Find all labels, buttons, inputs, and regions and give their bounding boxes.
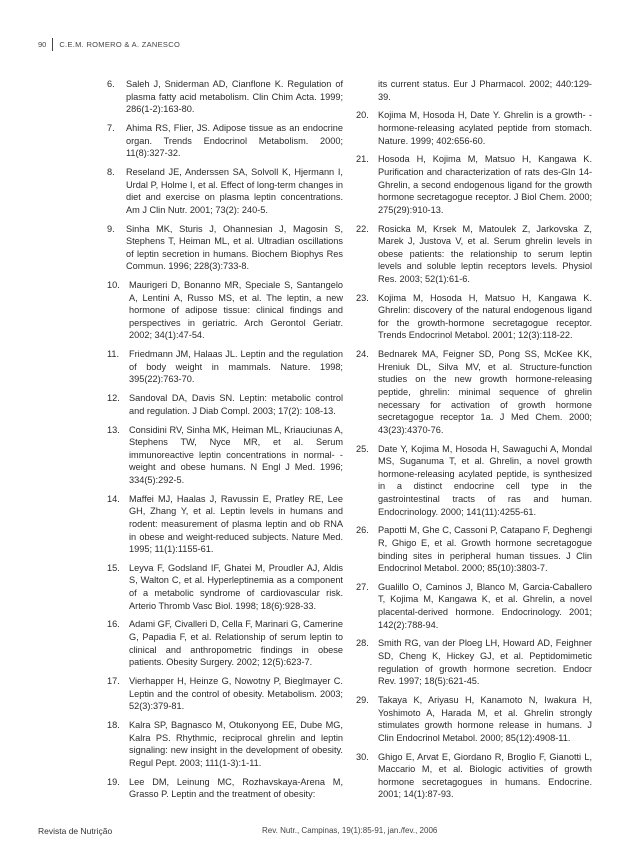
reference-text: Takaya K, Ariyasu H, Kanamoto N, Iwakura H, Yoshimoto A, Harada M, et al. Ghrelin strongly stimulates growth hormone release in humans. J Clin Endocrinol Metabol. 2000; 85(12):4908-11. (378, 695, 592, 743)
reference-text: Sinha MK, Sturis J, Ohannesian J, Magosin S, Stephens T, Heiman ML, et al. Ultradian oscillations of leptin secretion in humans. Biochem Biophys Res Commun. 1996; 228(3):733-8. (126, 223, 343, 272)
references-left-column (107, 78, 343, 807)
reference-text: Ahima RS, Flier, JS. Adipose tissue as an endocrine organ. Trends Endocrinol Metabolism. 2000; 11(8):327-32. (126, 122, 343, 159)
reference-number: 26. (356, 525, 369, 536)
reference-text: Leyva F, Godsland IF, Ghatei M, Proudler AJ, Aldis S, Walton C, et al. Hyperleptinemia as a component of a metabolic syndrome of cardiovascular risk. Arterio Thromb Vasc Biol. 1998; 18(6):928-33. (129, 562, 343, 611)
reference-number: 14. (107, 493, 120, 504)
reference-text: Gualillo O, Caminos J, Blanco M, Garcia-Caballero T, Kojima M, Kangawa K, et al. Ghrelin, a novel placental-derived hormone. Endocrinology. 2001; 142(2):788-94. (378, 581, 592, 630)
reference-number: 7. (107, 122, 115, 133)
reference-item (356, 581, 592, 631)
running-header (38, 37, 180, 51)
reference-number: 11. (107, 349, 120, 360)
reference-item (356, 153, 592, 216)
reference-continuation (356, 78, 592, 103)
reference-text: Bednarek MA, Feigner SD, Pong SS, McKee KK, Hreniuk DL, Silva MV, et al. Structure-function studies on the new growth hormone-releasing peptide, ghrelin: minimal sequence of ghrelin necessary for activation of growth hormone secretagogue receptor 1a. J Med Chem. 2000; 43(23):4370-76. (378, 349, 592, 435)
running-authors: C.E.M. ROMERO & A. ZANESCO (59, 39, 181, 49)
journal-name: Revista de Nutrição (38, 826, 113, 836)
reference-number: 20. (356, 110, 369, 121)
reference-item (107, 166, 343, 216)
reference-text: Lee DM, Leinung MC, Rozhavskaya-Arena M, Grasso P. Leptin and the treatment of obesity: (129, 776, 343, 800)
reference-item (107, 122, 343, 160)
reference-text: Date Y, Kojima M, Hosoda H, Sawaguchi A, Mondal MS, Suganuma T, et al. Ghrelin, a novel growth hormone-releasing acylated peptide, is synthesized in a distinct endocrine cell type in the gastrointestinal tracts of ras and human. Endocrinology. 2000; 141(11):4255-61. (378, 443, 592, 517)
reference-text: Hosoda H, Kojima M, Matsuo H, Kangawa K. Purification and characterization of rats des-Gln 14- Ghrelin, a second endogenous ligand for the growth hormone secretagogue receptor. J Biol Chem. 2000; 275(29):910-13. (378, 154, 592, 215)
reference-item (356, 637, 592, 687)
page-number: 90 (38, 39, 47, 49)
reference-item (107, 348, 343, 386)
reference-text: Considini RV, Sinha MK, Heiman ML, Kriauciunas A, Stephens TW, Nyce MR, et al. Serum immunoreactive leptin concentrations in normal- -weight and obese humans. N Engl J Med. 1996; 334(5):292-5. (129, 424, 343, 485)
reference-number: 13. (107, 424, 120, 435)
reference-item (107, 78, 343, 116)
reference-number: 22. (356, 223, 369, 234)
reference-number: 10. (107, 280, 120, 291)
reference-text: Smith RG, van der Ploeg LH, Howard AD, Feighner SD, Cheng K, Hickey GJ, et al. Peptidomimetic regulation of growth hormone secretion. Endocr Rev. 1997; 18(5):621-45. (378, 638, 592, 687)
reference-item (356, 109, 592, 147)
journal-citation: Rev. Nutr., Campinas, 19(1):85-91, jan./fev., 2006 (262, 826, 438, 835)
reference-number: 8. (107, 166, 115, 177)
reference-item (356, 348, 592, 436)
reference-text: Ghigo E, Arvat E, Giordano R, Broglio F, Gianotti L, Maccario M, et al. Biologic activities of growth hormone secretagogues in humans. Endocrine. 2001; 14(1):87-93. (378, 751, 592, 800)
reference-text: Friedmann JM, Halaas JL. Leptin and the regulation of body weight in mammals. Nature. 1998; 395(22):763-70. (129, 349, 343, 385)
reference-item (107, 675, 343, 713)
reference-item (107, 223, 343, 273)
reference-number: 23. (356, 292, 369, 303)
reference-item (356, 443, 592, 519)
reference-number: 9. (107, 223, 115, 234)
reference-text: Maurigeri D, Bonanno MR, Speciale S, Santangelo A, Lentini A, Russo MS, et al. The leptin, a new hormone of adipose tissue: clinical findings and perspectives in geriatric. Arch Gerontol Geriatr. 2002; 34(1):47-54. (129, 280, 343, 341)
reference-number: 28. (356, 638, 369, 649)
reference-text: Adami GF, Civalleri D, Cella F, Marinari G, Camerine G, Papadia F, et al. Relationship of serum leptin to clinical and anthropometric findings in obese patients. Obesity Surgery. 2002; 12(5):623-7. (129, 619, 343, 668)
reference-text: its current status. Eur J Pharmacol. 2002; 440:129-39. (378, 79, 592, 102)
reference-text: Sandoval DA, Davis SN. Leptin: metabolic control and regulation. J Diab Compl. 2003; 17(2): 108-13. (129, 393, 343, 416)
reference-item (107, 719, 343, 769)
header-divider (52, 38, 53, 51)
reference-text: Reseland JE, Anderssen SA, Solvoll K, Hjermann I, Urdal P, Holme I, et al. Effect of long-term changes in diet and exercise on plasma leptin concentrations. Am J Clin Nutr. 2001; 73(2): 240-5. (126, 166, 343, 215)
reference-number: 12. (107, 393, 120, 404)
reference-item (356, 694, 592, 744)
reference-number: 18. (107, 719, 120, 730)
reference-item (107, 424, 343, 487)
reference-item (107, 392, 343, 417)
reference-number: 21. (356, 154, 369, 165)
reference-text: Saleh J, Sniderman AD, Cianflone K. Regulation of plasma fatty acid metabolism. Clin Chim Acta. 1999; 286(1-2):163-80. (126, 79, 343, 115)
reference-item (107, 562, 343, 612)
reference-number: 29. (356, 695, 369, 705)
reference-number: 16. (107, 619, 120, 630)
reference-number: 17. (107, 676, 120, 686)
reference-item (107, 493, 343, 556)
reference-number: 30. (356, 751, 369, 762)
reference-item (356, 223, 592, 286)
reference-text: Kalra SP, Bagnasco M, Otukonyong EE, Dube MG, Kalra PS. Rhythmic, reciprocal ghrelin and leptin signaling: new insight in the development of obesity. Regul Pept. 2003; 111(1-3):1-11. (129, 719, 343, 768)
reference-number: 6. (107, 79, 115, 89)
reference-number: 15. (107, 562, 120, 573)
reference-item (356, 751, 592, 801)
reference-number: 24. (356, 349, 369, 360)
reference-item (356, 524, 592, 574)
reference-text: Maffei MJ, Haalas J, Ravussin E, Pratley RE, Lee GH, Zhang Y, et al. Leptin levels in humans and rodent: measurement of plasma leptin and ob RNA in obese and weight-reduced subjects. Nature Med. 1995; 11(1):1155-61. (129, 493, 343, 555)
reference-text: Rosicka M, Krsek M, Matoulek Z, Jarkovska Z, Marek J, Justova V, et al. Serum ghrelin levels in obese patients: the relationship to serum leptin levels and soluble leptin receptors levels. Physiol Res. 2003; 52(1):61-6. (378, 223, 592, 284)
reference-item (356, 292, 592, 342)
reference-number: 27. (356, 581, 369, 592)
reference-text: Kojima M, Hosoda H, Date Y. Ghrelin is a growth- -hormone-releasing acylated peptide from stomach. Nature. 1999; 402:656-60. (378, 110, 592, 146)
reference-text: Kojima M, Hosoda H, Matsuo H, Kangawa K. Ghrelin: discovery of the natural endogenous ligand for the growth-hormone secretagogue receptor. Trends Endocrinol Metabol. 2001; 12(3):118-22. (378, 292, 592, 341)
reference-number: 25. (356, 443, 369, 454)
reference-item (107, 618, 343, 668)
reference-item (107, 776, 343, 801)
references-right-column (356, 78, 592, 807)
reference-text: Vierhapper H, Heinze G, Nowotny P, Bieglmayer C. Leptin and the control of obesity. Metabolism. 2003; 52(3):379-81. (129, 676, 343, 712)
reference-number: 19. (107, 776, 120, 787)
reference-text: Papotti M, Ghe C, Cassoni P, Catapano F, Deghengi R, Ghigo E, et al. Growth hormone secretagogue binding sites in peripheral human tissues. J Clin Endocrinol Metabol. 2000; 85(10):3803-7. (378, 525, 592, 574)
reference-item (107, 279, 343, 342)
